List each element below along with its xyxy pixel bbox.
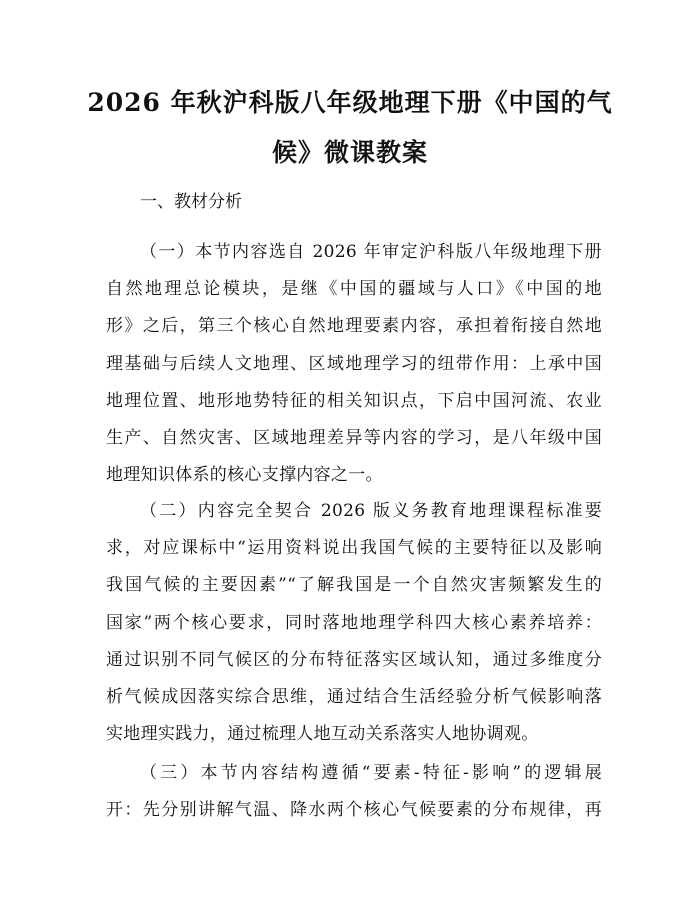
paragraph-3 bbox=[106, 755, 602, 829]
paragraph-line: （一）本节内容选自 2026 年审定沪科版八年级地理下册 bbox=[140, 242, 602, 262]
paragraph-line: 地理知识体系的核心支撑内容之一。 bbox=[106, 465, 383, 486]
paragraph-line: 理基础与后续人文地理、区域地理学习的纽带作用：上承中国 bbox=[106, 353, 602, 374]
paragraph-line: 求，对应课标中“运用资料说出我国气候的主要特征以及影响 bbox=[106, 538, 602, 559]
paragraph-line: 开：先分别讲解气温、降水两个核心气候要素的分布规律，再 bbox=[106, 800, 602, 821]
section-heading-textbook-analysis: 一、教材分析 bbox=[140, 192, 242, 212]
paragraph-1 bbox=[106, 234, 602, 494]
paragraph-line: 我国气候的主要因素”“了解我国是一个自然灾害频繁发生的 bbox=[106, 575, 602, 596]
document-title-line-1: 2026 年秋沪科版八年级地理下册《中国的气 bbox=[87, 88, 613, 117]
paragraph-line: 形》之后，第三个核心自然地理要素内容，承担着衔接自然地 bbox=[106, 316, 602, 337]
paragraph-line: 析气候成因落实综合思维，通过结合生活经验分析气候影响落 bbox=[106, 686, 602, 707]
paragraph-line: （三）本节内容结构遵循“要素-特征-影响”的逻辑展 bbox=[140, 763, 602, 783]
paragraph-2 bbox=[106, 493, 602, 753]
paragraph-line: （二）内容完全契合 2026 版义务教育地理课程标准要 bbox=[140, 501, 602, 521]
paragraph-line: 通过识别不同气候区的分布特征落实区域认知，通过多维度分 bbox=[106, 649, 602, 670]
paragraph-line: 生产、自然灾害、区域地理差异等内容的学习，是八年级中国 bbox=[106, 427, 602, 448]
paragraph-line: 地理位置、地形地势特征的相关知识点，下启中国河流、农业 bbox=[106, 390, 602, 411]
paragraph-line: 实地理实践力，通过梳理人地互动关系落实人地协调观。 bbox=[106, 724, 539, 745]
paragraph-line: 自然地理总论模块，是继《中国的疆域与人口》《中国的地 bbox=[106, 279, 602, 300]
paragraph-line: 国家”两个核心要求，同时落地地理学科四大核心素养培养： bbox=[106, 612, 602, 633]
document-title-line-2: 候》微课教案 bbox=[271, 138, 428, 167]
